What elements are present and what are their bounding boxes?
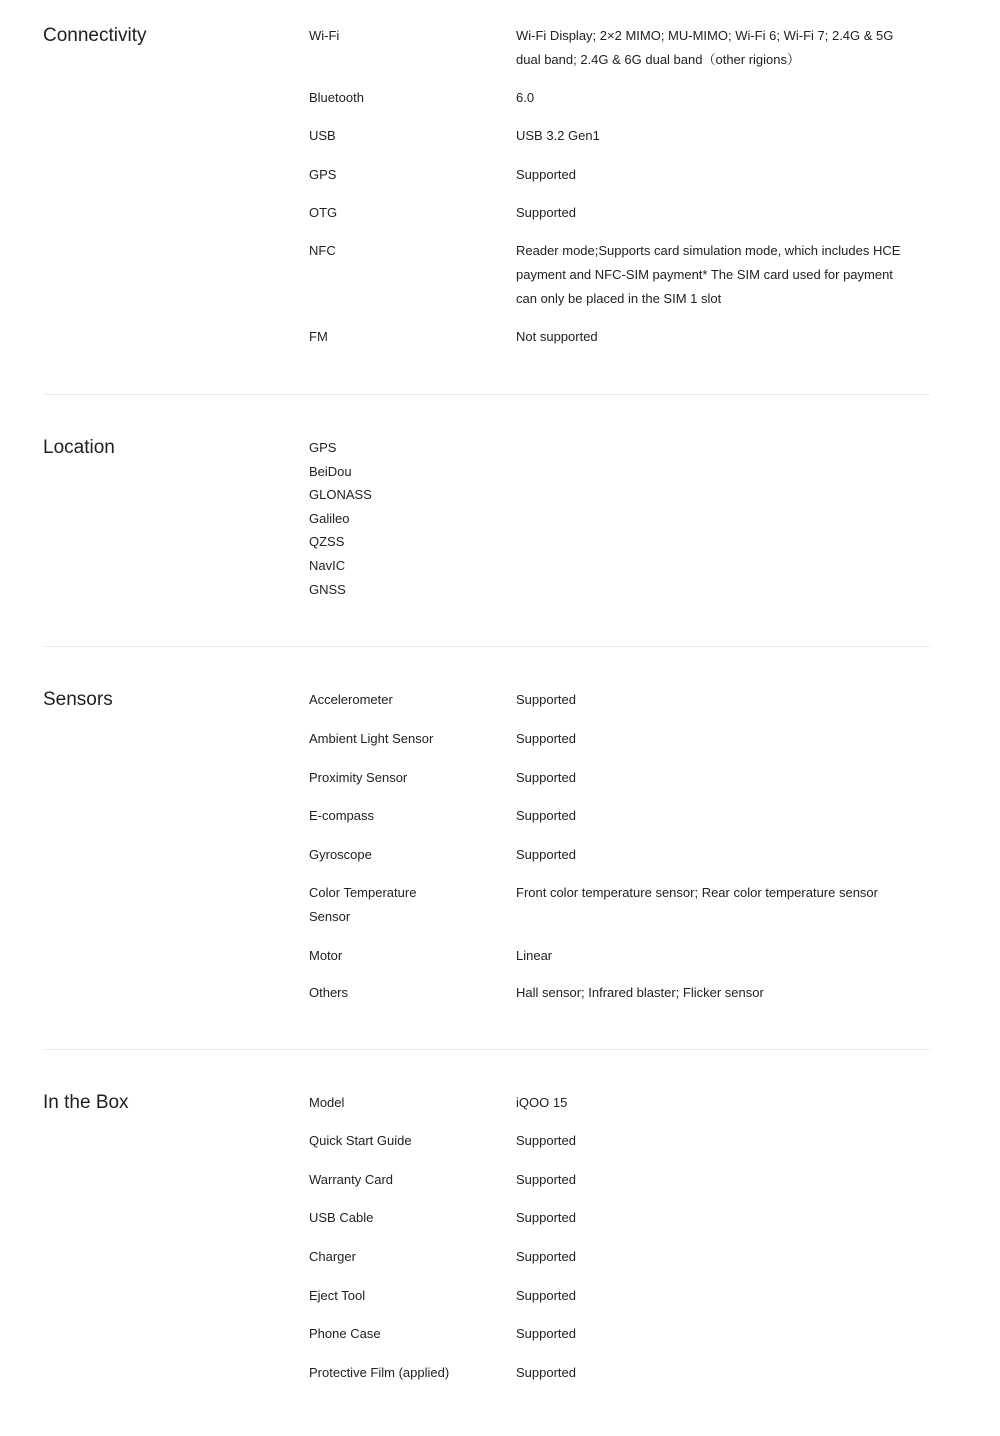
spec-value: Hall sensor; Infrared blaster; Flicker sensor <box>516 985 764 1000</box>
spec-row <box>309 727 916 751</box>
spec-value: Supported <box>516 1326 576 1341</box>
spec-label: Model <box>309 1095 345 1110</box>
spec-label: Bluetooth <box>309 90 364 105</box>
spec-label: USB Cable <box>309 1210 374 1225</box>
spec-row <box>309 163 916 187</box>
spec-label: Charger <box>309 1249 356 1264</box>
spec-label: USB <box>309 128 336 143</box>
spec-row <box>309 1206 916 1230</box>
spec-row <box>309 1245 916 1269</box>
spec-row <box>309 843 916 867</box>
spec-label: Accelerometer <box>309 692 393 707</box>
section-divider <box>43 646 930 647</box>
spec-value: Supported <box>516 1172 576 1187</box>
spec-value: Supported <box>516 1133 576 1148</box>
spec-row <box>309 201 916 225</box>
spec-value: Supported <box>516 731 576 746</box>
spec-label-text: Color Temperature Sensor <box>309 885 417 924</box>
spec-row <box>309 1361 916 1385</box>
spec-row <box>309 239 916 311</box>
list-item: NavIC <box>309 557 346 573</box>
list-item: GLONASS <box>309 487 372 503</box>
spec-value: Wi-Fi Display; 2×2 MIMO; MU-MIMO; Wi-Fi 6; Wi-Fi 7; 2.4G & 5G dual band; 2.4G & 6G dual band（other rigions） <box>516 28 894 67</box>
spec-row <box>309 981 916 1005</box>
spec-row <box>309 325 916 349</box>
spec-value: Supported <box>516 692 576 707</box>
spec-value: Supported <box>516 847 576 862</box>
list-item: BeiDou <box>309 463 352 479</box>
spec-value: Supported <box>516 167 576 182</box>
spec-label: OTG <box>309 205 338 220</box>
spec-value: Supported <box>516 205 576 220</box>
spec-row <box>309 944 916 968</box>
spec-row <box>309 1168 916 1192</box>
spec-row <box>309 1322 916 1346</box>
section-divider <box>43 394 930 395</box>
spec-row <box>309 1129 916 1153</box>
list-item: Galileo <box>309 510 350 526</box>
spec-label: Proximity Sensor <box>309 770 408 785</box>
spec-label: GPS <box>309 167 337 182</box>
location-list <box>309 436 930 601</box>
spec-value: Linear <box>516 948 553 963</box>
spec-label: Motor <box>309 948 343 963</box>
spec-value: Not supported <box>516 329 598 344</box>
spec-label: Phone Case <box>309 1326 381 1341</box>
spec-value: iQOO 15 <box>516 1095 568 1110</box>
list-item: QZSS <box>309 534 345 550</box>
spec-value: Front color temperature sensor; Rear color temperature sensor <box>516 885 878 900</box>
spec-row <box>309 1091 916 1115</box>
list-item: GPS <box>309 440 337 455</box>
spec-label: Gyroscope <box>309 847 372 862</box>
spec-value: 6.0 <box>516 90 535 105</box>
spec-row <box>309 688 916 712</box>
spec-row <box>309 124 916 148</box>
spec-value: USB 3.2 Gen1 <box>516 128 600 143</box>
spec-row <box>309 24 916 72</box>
section-divider <box>43 1049 930 1050</box>
section-title: Sensors <box>43 689 113 710</box>
section-title: In the Box <box>43 1092 129 1113</box>
spec-value: Supported <box>516 1210 576 1225</box>
spec-row <box>309 766 916 790</box>
spec-value: Supported <box>516 1249 576 1264</box>
spec-value: Supported <box>516 770 576 785</box>
spec-row <box>309 1284 916 1308</box>
spec-value: Supported <box>516 808 576 823</box>
spec-label: Eject Tool <box>309 1288 366 1303</box>
list-item: GNSS <box>309 581 346 597</box>
spec-value: Supported <box>516 1288 576 1303</box>
spec-label: Protective Film (applied) <box>309 1365 450 1380</box>
section-title: Location <box>43 437 115 458</box>
spec-row <box>309 804 916 828</box>
spec-label: Wi-Fi <box>309 28 340 43</box>
spec-label: E-compass <box>309 808 375 823</box>
spec-row <box>309 86 916 110</box>
spec-row <box>309 881 916 929</box>
spec-label: Quick Start Guide <box>309 1133 412 1148</box>
spec-label <box>309 881 516 929</box>
section-title: Connectivity <box>43 25 147 46</box>
spec-value: Supported <box>516 1365 576 1380</box>
spec-value: Reader mode;Supports card simulation mode, which includes HCE payment and NFC-SIM payment* The SIM card used for payment can only be placed in the SIM 1 slot <box>516 243 901 306</box>
spec-label: FM <box>309 329 328 344</box>
spec-label: Warranty Card <box>309 1172 394 1187</box>
spec-label: Others <box>309 985 349 1000</box>
spec-label: Ambient Light Sensor <box>309 731 434 746</box>
spec-label: NFC <box>309 243 336 258</box>
